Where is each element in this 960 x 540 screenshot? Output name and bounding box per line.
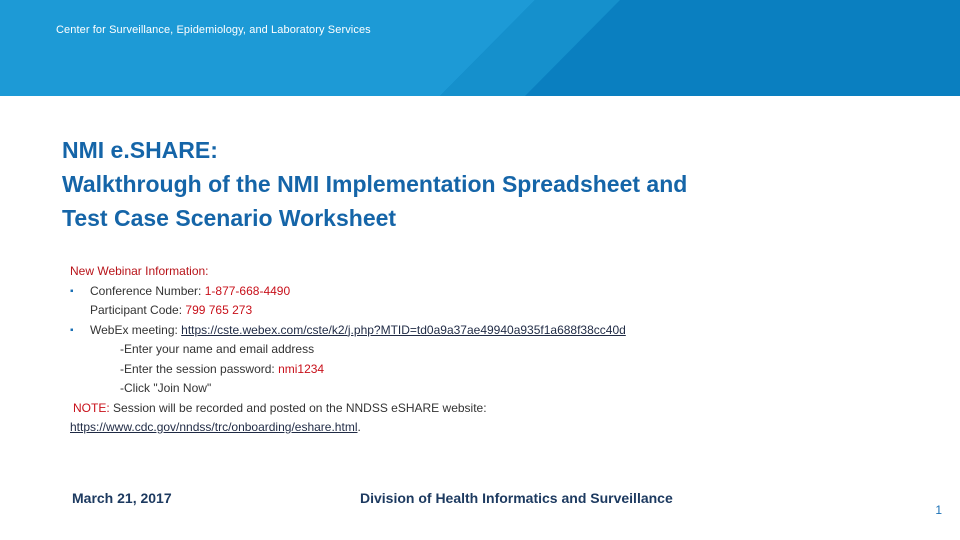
eshare-link[interactable]: https://www.cdc.gov/nndss/trc/onboarding/eshare.html (70, 420, 358, 434)
participant-code: 799 765 273 (185, 303, 253, 317)
webex-label: WebEx meeting: (90, 322, 182, 337)
title-line-1: NMI e.SHARE: (62, 137, 218, 163)
conference-number: 1-877-668-4490 (204, 283, 291, 298)
square-bullet-icon: ▪ (70, 285, 74, 297)
participant-item (70, 301, 830, 321)
organization-name: Center for Surveillance, Epidemiology, and Laboratory Services (56, 24, 371, 36)
note (70, 399, 830, 419)
footer-date: March 21, 2017 (72, 490, 172, 506)
note-label: NOTE: (73, 400, 114, 415)
step-join-now: -Click "Join Now" (120, 381, 212, 395)
webinar-heading: New Webinar Information: (70, 264, 209, 278)
note-end: . (357, 420, 361, 434)
note-link-row (70, 418, 830, 438)
title-line-2: Walkthrough of the NMI Implementation Spreadsheet and (62, 171, 688, 197)
slide-title (62, 133, 822, 235)
webex-link[interactable]: https://cste.webex.com/cste/k2/j.php?MTID=td0a9a37ae49940a935f1a688f38cc40d (181, 322, 626, 337)
webinar-info (70, 262, 830, 438)
conference-item (70, 282, 830, 302)
page-number: 1 (935, 503, 942, 517)
banner-graphic (0, 0, 960, 96)
title-line-3: Test Case Scenario Worksheet (62, 205, 397, 231)
square-bullet-icon: ▪ (70, 324, 74, 336)
step-enter-password (70, 360, 830, 380)
header-banner (0, 0, 960, 96)
session-password: nmi1234 (278, 361, 325, 376)
footer-division: Division of Health Informatics and Surveillance (360, 490, 673, 506)
conference-label: Conference Number: (90, 283, 205, 298)
webex-item (70, 321, 830, 341)
note-text: Session will be recorded and posted on the NNDSS eSHARE website: (113, 400, 487, 415)
step-enter-name: -Enter your name and email address (120, 342, 315, 356)
password-label: -Enter the session password: (120, 361, 279, 376)
participant-label: Participant Code: (90, 303, 186, 317)
